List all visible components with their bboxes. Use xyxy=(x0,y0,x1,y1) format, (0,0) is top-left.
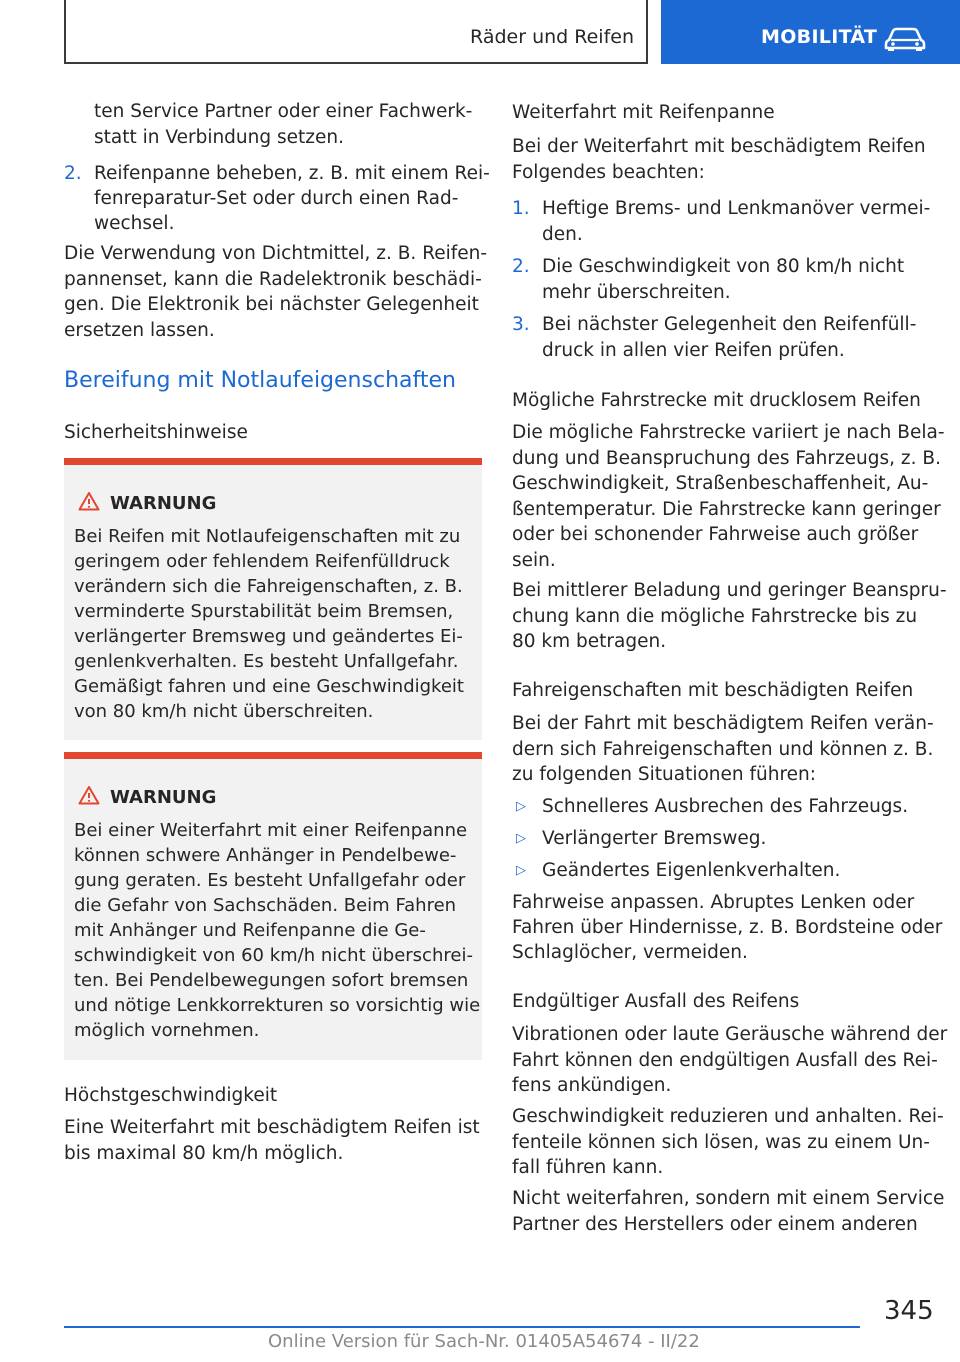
text-line: fenteile können sich lösen, was zu einem Un- xyxy=(512,1132,930,1153)
warning-triangle-icon xyxy=(78,785,100,809)
text-line: Eine Weiterfahrt mit beschädigtem Reifen ist xyxy=(64,1117,480,1138)
text-line: Reifenpanne beheben, z. B. mit einem Rei- xyxy=(94,163,490,184)
step-number: 2. xyxy=(512,256,530,277)
section-title: Räder und Reifen xyxy=(470,26,634,48)
warning-box xyxy=(64,752,482,1060)
text-line: fens ankündigen. xyxy=(512,1075,672,1096)
warning-box xyxy=(64,458,482,740)
text-line: Die Geschwindigkeit von 80 km/h nicht xyxy=(542,256,905,277)
text-line: Partner des Herstellers oder einem anderen xyxy=(512,1214,918,1235)
text-line: Geschwindigkeit reduzieren und anhalten. Rei- xyxy=(512,1106,944,1127)
text-line: geringem oder fehlendem Reifenfülldruck xyxy=(74,551,450,572)
warning-title: WARNUNG xyxy=(110,787,217,808)
text-line: Gemäßigt fahren und eine Geschwindigkeit xyxy=(74,676,464,697)
subsection-heading: Weiterfahrt mit Reifenpanne xyxy=(512,102,775,123)
step-number: 3. xyxy=(512,314,530,335)
text-line: ßentemperatur. Die Fahrstrecke kann geringer xyxy=(512,499,941,520)
text-line: druck in allen vier Reifen prüfen. xyxy=(542,340,845,361)
text-line: pannenset, kann die Radelektronik beschädi- xyxy=(64,269,482,290)
text-line: statt in Verbindung setzen. xyxy=(94,127,344,148)
text-line: können schwere Anhänger in Pendelbewe- xyxy=(74,845,457,866)
step-number: 1. xyxy=(512,198,530,219)
car-icon xyxy=(883,26,927,56)
text-line: Geschwindigkeit, Straßenbeschaffenheit, Au- xyxy=(512,473,929,494)
text-line: dung und Beanspruchung des Fahrzeugs, z. B. xyxy=(512,448,941,469)
text-line: die Gefahr von Sachschäden. Beim Fahren xyxy=(74,895,457,916)
step-number: 2. xyxy=(64,163,82,184)
text-line: Folgendes beachten: xyxy=(512,162,705,183)
list-item: Verlängerter Bremsweg. xyxy=(542,828,767,849)
text-line: und nötige Lenkkorrekturen so vorsichtig wie xyxy=(74,995,481,1016)
text-line: verändern sich die Fahreigenschaften, z. B. xyxy=(74,576,463,597)
subsection-heading: Endgültiger Ausfall des Reifens xyxy=(512,991,800,1012)
text-line: Bei der Weiterfahrt mit beschädigtem Reifen xyxy=(512,136,926,157)
text-line: Bei Reifen mit Notlaufeigenschaften mit zu xyxy=(74,526,461,547)
text-line: verlängerter Bremsweg und geändertes Ei- xyxy=(74,626,463,647)
text-line: möglich vornehmen. xyxy=(74,1020,260,1041)
text-line: Schlaglöcher, vermeiden. xyxy=(512,942,748,963)
section-heading: Bereifung mit Notlaufeigenschaften xyxy=(64,368,456,393)
text-line: Bei der Fahrt mit beschädigtem Reifen verän- xyxy=(512,713,934,734)
text-line: Die mögliche Fahrstrecke variiert je nach Bela- xyxy=(512,422,945,443)
text-line: zu folgenden Situationen führen: xyxy=(512,764,816,785)
text-line: schwindigkeit von 60 km/h nicht überschrei- xyxy=(74,945,473,966)
list-item: Geändertes Eigenlenkverhalten. xyxy=(542,860,841,881)
text-line: gung geraten. Es besteht Unfallgefahr oder xyxy=(74,870,466,891)
text-line: den. xyxy=(542,224,583,245)
text-line: ten. Bei Pendelbewegungen sofort bremsen xyxy=(74,970,469,991)
text-line: Fahrweise anpassen. Abruptes Lenken oder xyxy=(512,892,915,913)
footer-divider xyxy=(64,1326,860,1328)
text-line: Bei mittlerer Beladung und geringer Beanspru- xyxy=(512,580,947,601)
subsection-heading: Mögliche Fahrstrecke mit drucklosem Reifen xyxy=(512,390,921,411)
text-line: Fahren über Hindernisse, z. B. Bordsteine oder xyxy=(512,917,943,938)
header-section-box xyxy=(64,0,648,64)
text-line: chung kann die mögliche Fahrstrecke bis zu xyxy=(512,606,918,627)
text-line: oder bei schonender Fahrweise auch größer xyxy=(512,524,919,545)
text-line: wechsel. xyxy=(94,213,175,234)
triangle-bullet-icon: ▷ xyxy=(516,799,526,814)
text-line: Heftige Brems- und Lenkmanöver vermei- xyxy=(542,198,931,219)
page-number: 345 xyxy=(884,1296,934,1326)
text-line: Nicht weiterfahren, sondern mit einem Service xyxy=(512,1188,945,1209)
warning-triangle-icon xyxy=(78,491,100,515)
online-version-note: Online Version für Sach-Nr. 01405A54674 - II/22 xyxy=(268,1331,700,1352)
text-line: mehr überschreiten. xyxy=(542,282,731,303)
text-line: fenreparatur-Set oder durch einen Rad- xyxy=(94,188,459,209)
text-line: von 80 km/h nicht überschreiten. xyxy=(74,701,374,722)
text-line: Die Verwendung von Dichtmittel, z. B. Reifen- xyxy=(64,243,488,264)
text-line: dern sich Fahreigenschaften und können z. B. xyxy=(512,739,934,760)
subsection-heading: Sicherheitshinweise xyxy=(64,422,248,443)
subsection-heading: Höchstgeschwindigkeit xyxy=(64,1085,278,1106)
warning-title: WARNUNG xyxy=(110,493,217,514)
subsection-heading: Fahreigenschaften mit beschädigten Reifen xyxy=(512,680,914,701)
text-line: Bei nächster Gelegenheit den Reifenfüll- xyxy=(542,314,917,335)
triangle-bullet-icon: ▷ xyxy=(516,831,526,846)
text-line: 80 km betragen. xyxy=(512,631,667,652)
text-line: fall führen kann. xyxy=(512,1157,664,1178)
chapter-tab[interactable] xyxy=(661,0,960,64)
text-line: Vibrationen oder laute Geräusche während der xyxy=(512,1024,948,1045)
text-line: ten Service Partner oder einer Fachwerk- xyxy=(94,101,473,122)
triangle-bullet-icon: ▷ xyxy=(516,863,526,878)
text-line: mit Anhänger und Reifenpanne die Ge- xyxy=(74,920,426,941)
text-line: genlenkverhalten. Es besteht Unfallgefahr. xyxy=(74,651,459,672)
text-line: Bei einer Weiterfahrt mit einer Reifenpanne xyxy=(74,820,468,841)
text-line: ersetzen lassen. xyxy=(64,320,215,341)
chapter-tab-label: MOBILITÄT xyxy=(761,26,878,48)
list-item: Schnelleres Ausbrechen des Fahrzeugs. xyxy=(542,796,909,817)
text-line: verminderte Spurstabilität beim Bremsen, xyxy=(74,601,454,622)
text-line: gen. Die Elektronik bei nächster Gelegenheit xyxy=(64,294,479,315)
text-line: sein. xyxy=(512,550,556,571)
text-line: Fahrt können den endgültigen Ausfall des Rei- xyxy=(512,1050,938,1071)
text-line: bis maximal 80 km/h möglich. xyxy=(64,1143,344,1164)
